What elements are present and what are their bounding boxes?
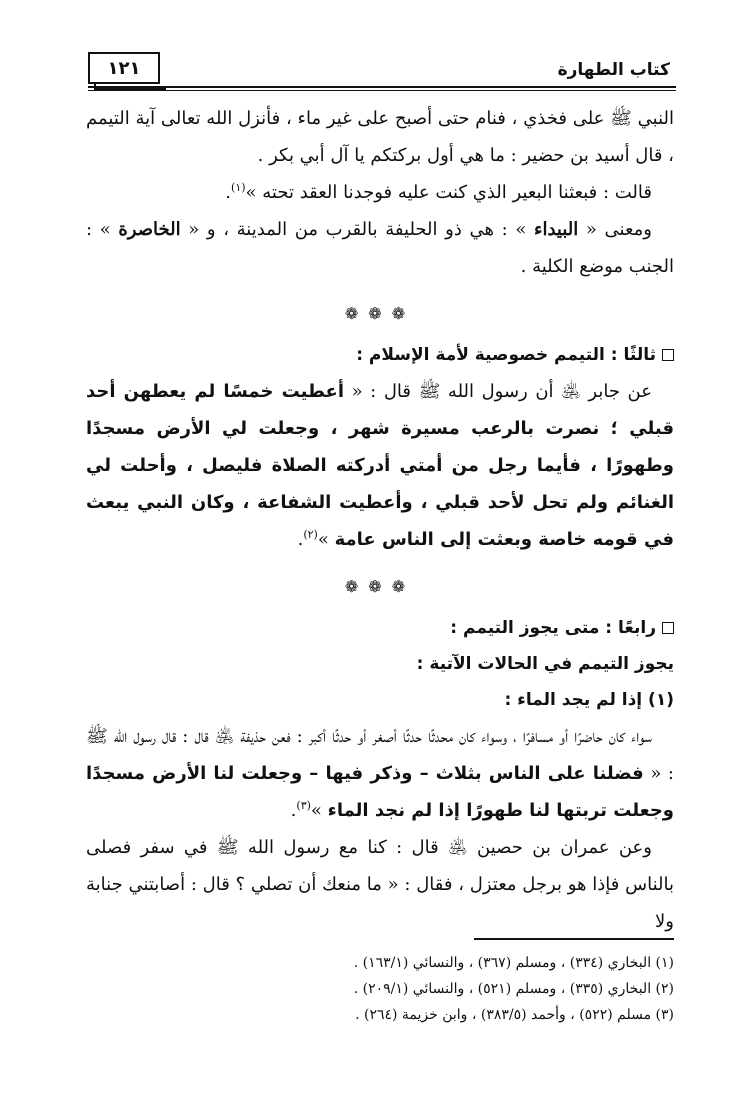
page-number: ١٢١ [88, 52, 160, 84]
body-text [86, 100, 674, 940]
term-khasira: الخاصرة [118, 219, 181, 240]
header-rule-thin [88, 90, 676, 91]
paragraph-5-intro: سواء كان حاضرًا أو مسافرًا ، وسواء كان محدثًا حدثًا أصغر أو حدثًا أكبر : فعن حذيفة ﵁ قال : قال رسول الله ﷺ : « [86, 726, 674, 784]
paragraph-1: النبي ﷺ على فخذي ، فنام حتى أصبح على غير ماء ، فأنزل الله تعالى آية التيمم ، قال أسيد بن حضير : ما هي أول بركتكم يا آل أبي بكر . [86, 108, 674, 166]
paragraph-6-text-b: في سفر فصلى بالناس فإذا هو برجل معتزل ، فقال : « ما منعك أن تصلي ؟ قال : أصابتني جنابة ولا [86, 837, 674, 932]
paragraph-3-text-c: » : الجنب موضع الكلية . [86, 219, 674, 277]
paragraph-3-text-b: » : هي ذو الحليفة بالقرب من المدينة ، و « [180, 219, 534, 240]
hadith-text-2: فضلنا على الناس بثلاث – وذكر فيها – وجعلت لنا الأرض مسجدًا وجعلت تربتها لنا طهورًا إذا لم نجد الماء [86, 763, 674, 821]
section-heading-3 [86, 337, 674, 373]
section-ornament-1: ❁❁❁ [344, 304, 416, 323]
paragraph-3-text-a: ومعنى « [578, 219, 652, 240]
paragraph-3 [86, 211, 674, 285]
section-heading-3-text: ثالثًا : التيمم خصوصية لأمة الإسلام : [356, 345, 656, 365]
term-baydaa: البيداء [533, 219, 579, 240]
section-heading-4 [86, 610, 674, 646]
footnote-3: (٣) مسلم (٥٢٢) ، وأحمد (٣٨٣/٥) ، وابن خزيمة (٢٦٤) . [355, 1007, 674, 1023]
paragraph-2: قالت : فبعثنا البعير الذي كنت عليه فوجدنا العقد تحته »$^{(١)}$. [225, 181, 652, 203]
footnote-ref-1: (١) [231, 181, 246, 194]
list-item-1: (١) إذا لم يجد الماء : [504, 690, 674, 710]
section-heading-4-text: رابعًا : متى يجوز التيمم : [450, 618, 656, 638]
footnote-2: (٢) البخاري (٣٣٥) ، ومسلم (٥٢١) ، والنسائي (٢٠٩/١) . [353, 981, 674, 997]
paragraph-4-close: » [317, 529, 335, 550]
subheading: يجوز التيمم في الحالات الآتية : [416, 654, 674, 674]
section-ornament-2: ❁❁❁ [344, 577, 416, 596]
paragraph-6 [86, 829, 674, 940]
paragraph-5-close: » [310, 800, 328, 821]
header-rule [88, 86, 676, 88]
footnote-ref-3: (٣) [296, 799, 311, 812]
square-bullet-icon [662, 622, 674, 634]
footnote-1: (١) البخاري (٣٣٤) ، ومسلم (٣٦٧) ، والنسائي (١٦٣/١) . [353, 955, 674, 971]
footnotes [86, 950, 674, 1028]
paragraph-4-intro: عن جابر ﵁ أن رسول الله ﷺ قال : « [344, 381, 652, 402]
footnote-rule [474, 938, 674, 940]
footnote-ref-2: (٢) [303, 528, 318, 541]
running-title: كتاب الطهارة [557, 60, 670, 80]
paragraph-2-text: قالت : فبعثنا البعير الذي كنت عليه فوجدنا العقد تحته » [245, 182, 652, 203]
paragraph-5: سواء كان حاضرًا أو مسافرًا ، وسواء كان محدثًا حدثًا أصغر أو حدثًا أكبر : فعن حذيفة ﵁ قال : قال رسول الله ﷺ : « فضلنا على الناس بثلاث – وذكر فيها – وجعلت لنا الأرض مسجدًا وجعلت تربتها لنا طهورًا إذا لم نجد الماء »$^{(٣)}$. [86, 726, 674, 821]
square-bullet-icon [662, 349, 674, 361]
paragraph-6-text-a: وعن عمران بن حصين ﵁ قال : كنا مع رسول الله ﷺ [207, 837, 652, 858]
hadith-text-1: أعطيت خمسًا لم يعطهن أحد قبلي ؛ نصرت بالرعب مسيرة شهر ، وجعلت لي الأرض مسجدًا وطهورًا ، فأيما رجل من أمتي أدركته الصلاة فليصل ، وأحلت لي الغنائم ولم تحل لأحد قبلي ، وأعطيت الشفاعة ، وكان النبي يبعث في قومه خاصة وبعثت إلى الناس عامة [86, 381, 674, 550]
paragraph-4: عن جابر ﵁ أن رسول الله ﷺ قال : « أعطيت خمسًا لم يعطهن أحد قبلي ؛ نصرت بالرعب مسيرة شهر ، وجعلت لي الأرض مسجدًا وطهورًا ، فأيما رجل من أمتي أدركته الصلاة فليصل ، وأحلت لي الغنائم ولم تحل لأحد قبلي ، وأعطيت الشفاعة ، وكان النبي يبعث في قومه خاصة وبعثت إلى الناس عامة »$^{(٢)}$. [86, 381, 674, 550]
